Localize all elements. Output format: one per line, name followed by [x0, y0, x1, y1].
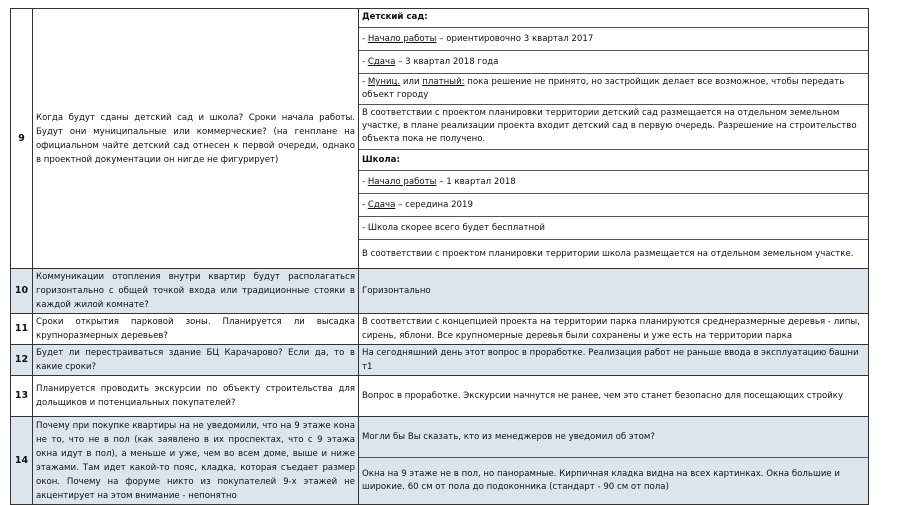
answer-cell: [359, 417, 869, 505]
school-heading: Школа:: [359, 150, 868, 171]
row-number: 11: [11, 314, 33, 345]
row-number: 14: [11, 417, 33, 505]
question-cell: Почему при покупке квартиры на не уведомили, что на 9 этаже кона не то, что не в пол (как заявлено в их проспектах, что с 9 этажа окна идут в пол), а меньше и уже, чем во всем доме, выше и ниже этажами. Там идет какой-то пояс, кладка, которая съедает размер окон. Почему на форуме никто из покупателей 9-х этажей не акцентирует на этом внимание - непонятно: [33, 417, 359, 505]
table-row: [11, 314, 869, 345]
kindergarten-plan: В соответствии с проектом планировки территории детский сад размещается на отдельном земельном участке, в плане реализации проекта входит детский сад в первую очередь. Разрешение на строительство объекта пока не получено.: [359, 105, 868, 150]
row-number: 9: [11, 9, 33, 269]
school-plan: В соответствии с проектом планировки территории школа размещается на отдельном земельном участке.: [362, 249, 854, 259]
question-cell: Планируется проводить экскурсии по объекту строительства для дольщиков и потенциальных покупателей?: [33, 376, 359, 417]
question-cell: Когда будут сданы детский сад и школа? Сроки начала работы. Будут они муниципальные или коммерческие? (на генплане на официальном чайте детский сад отнесен к первой очереди, однако в проектной документации он нигде не фигурирует): [33, 9, 359, 269]
answer-cell: На сегодняшний день этот вопрос в проработке. Реализация работ не раньше ввода в эксплуатацию башни т1: [359, 345, 869, 376]
answer-cell: [359, 9, 869, 269]
table-row: [11, 376, 869, 417]
kindergarten-ownership: - Муниц. или платный: пока решение не принято, но застройщик делает все возможное, чтобы передать объект городу: [359, 74, 868, 105]
row-number: 10: [11, 269, 33, 314]
kindergarten-handover: - Сдача – 3 квартал 2018 года: [359, 51, 868, 74]
answer-cell: Вопрос в проработке. Экскурсии начнутся не ранее, чем это станет безопасно для посещающих стройку: [359, 376, 869, 417]
faq-document: [10, 8, 868, 505]
question-cell: Сроки открытия парковой зоны. Планируется ли высадка крупноразмерных деревьев?: [33, 314, 359, 345]
table-row: [11, 417, 869, 505]
table-row: [11, 9, 869, 269]
answer-line: Могли бы Вы сказать, кто из менеджеров не уведомил об этом?: [359, 417, 868, 458]
faq-table: [10, 8, 869, 505]
answer-line: Окна на 9 этаже не в пол, но панорамные. Кирпичная кладка видна на всех картинках. Окна большие и широкие. 60 см от пола до подоконника (стандарт - 90 см от пола): [362, 469, 841, 492]
answer-cell: В соответствии с концепцией проекта на территории парка планируются среднеразмерные деревья - липы, сирень, яблони. Все крупномерные деревья были сохранены и уже есть на территории парка: [359, 314, 869, 345]
row-number: 12: [11, 345, 33, 376]
table-row: [11, 269, 869, 314]
school-start: - Начало работы – 1 квартал 2018: [359, 171, 868, 194]
kindergarten-heading: Детский сад:: [359, 9, 868, 28]
answer-cell: Горизонтально: [359, 269, 869, 314]
school-free: - Школа скорее всего будет бесплатной: [359, 217, 868, 240]
question-cell: Будет ли перестраиваться здание БЦ Карачарово? Если да, то в какие сроки?: [33, 345, 359, 376]
table-row: [11, 345, 869, 376]
row-number: 13: [11, 376, 33, 417]
school-handover: - Сдача – середина 2019: [359, 194, 868, 217]
question-cell: Коммуникации отопления внутри квартир будут располагаться горизонтально с общей точкой входа или традиционные стояки в каждой жилой комнате?: [33, 269, 359, 314]
kindergarten-start: - Начало работы – ориентировочно 3 квартал 2017: [359, 28, 868, 51]
